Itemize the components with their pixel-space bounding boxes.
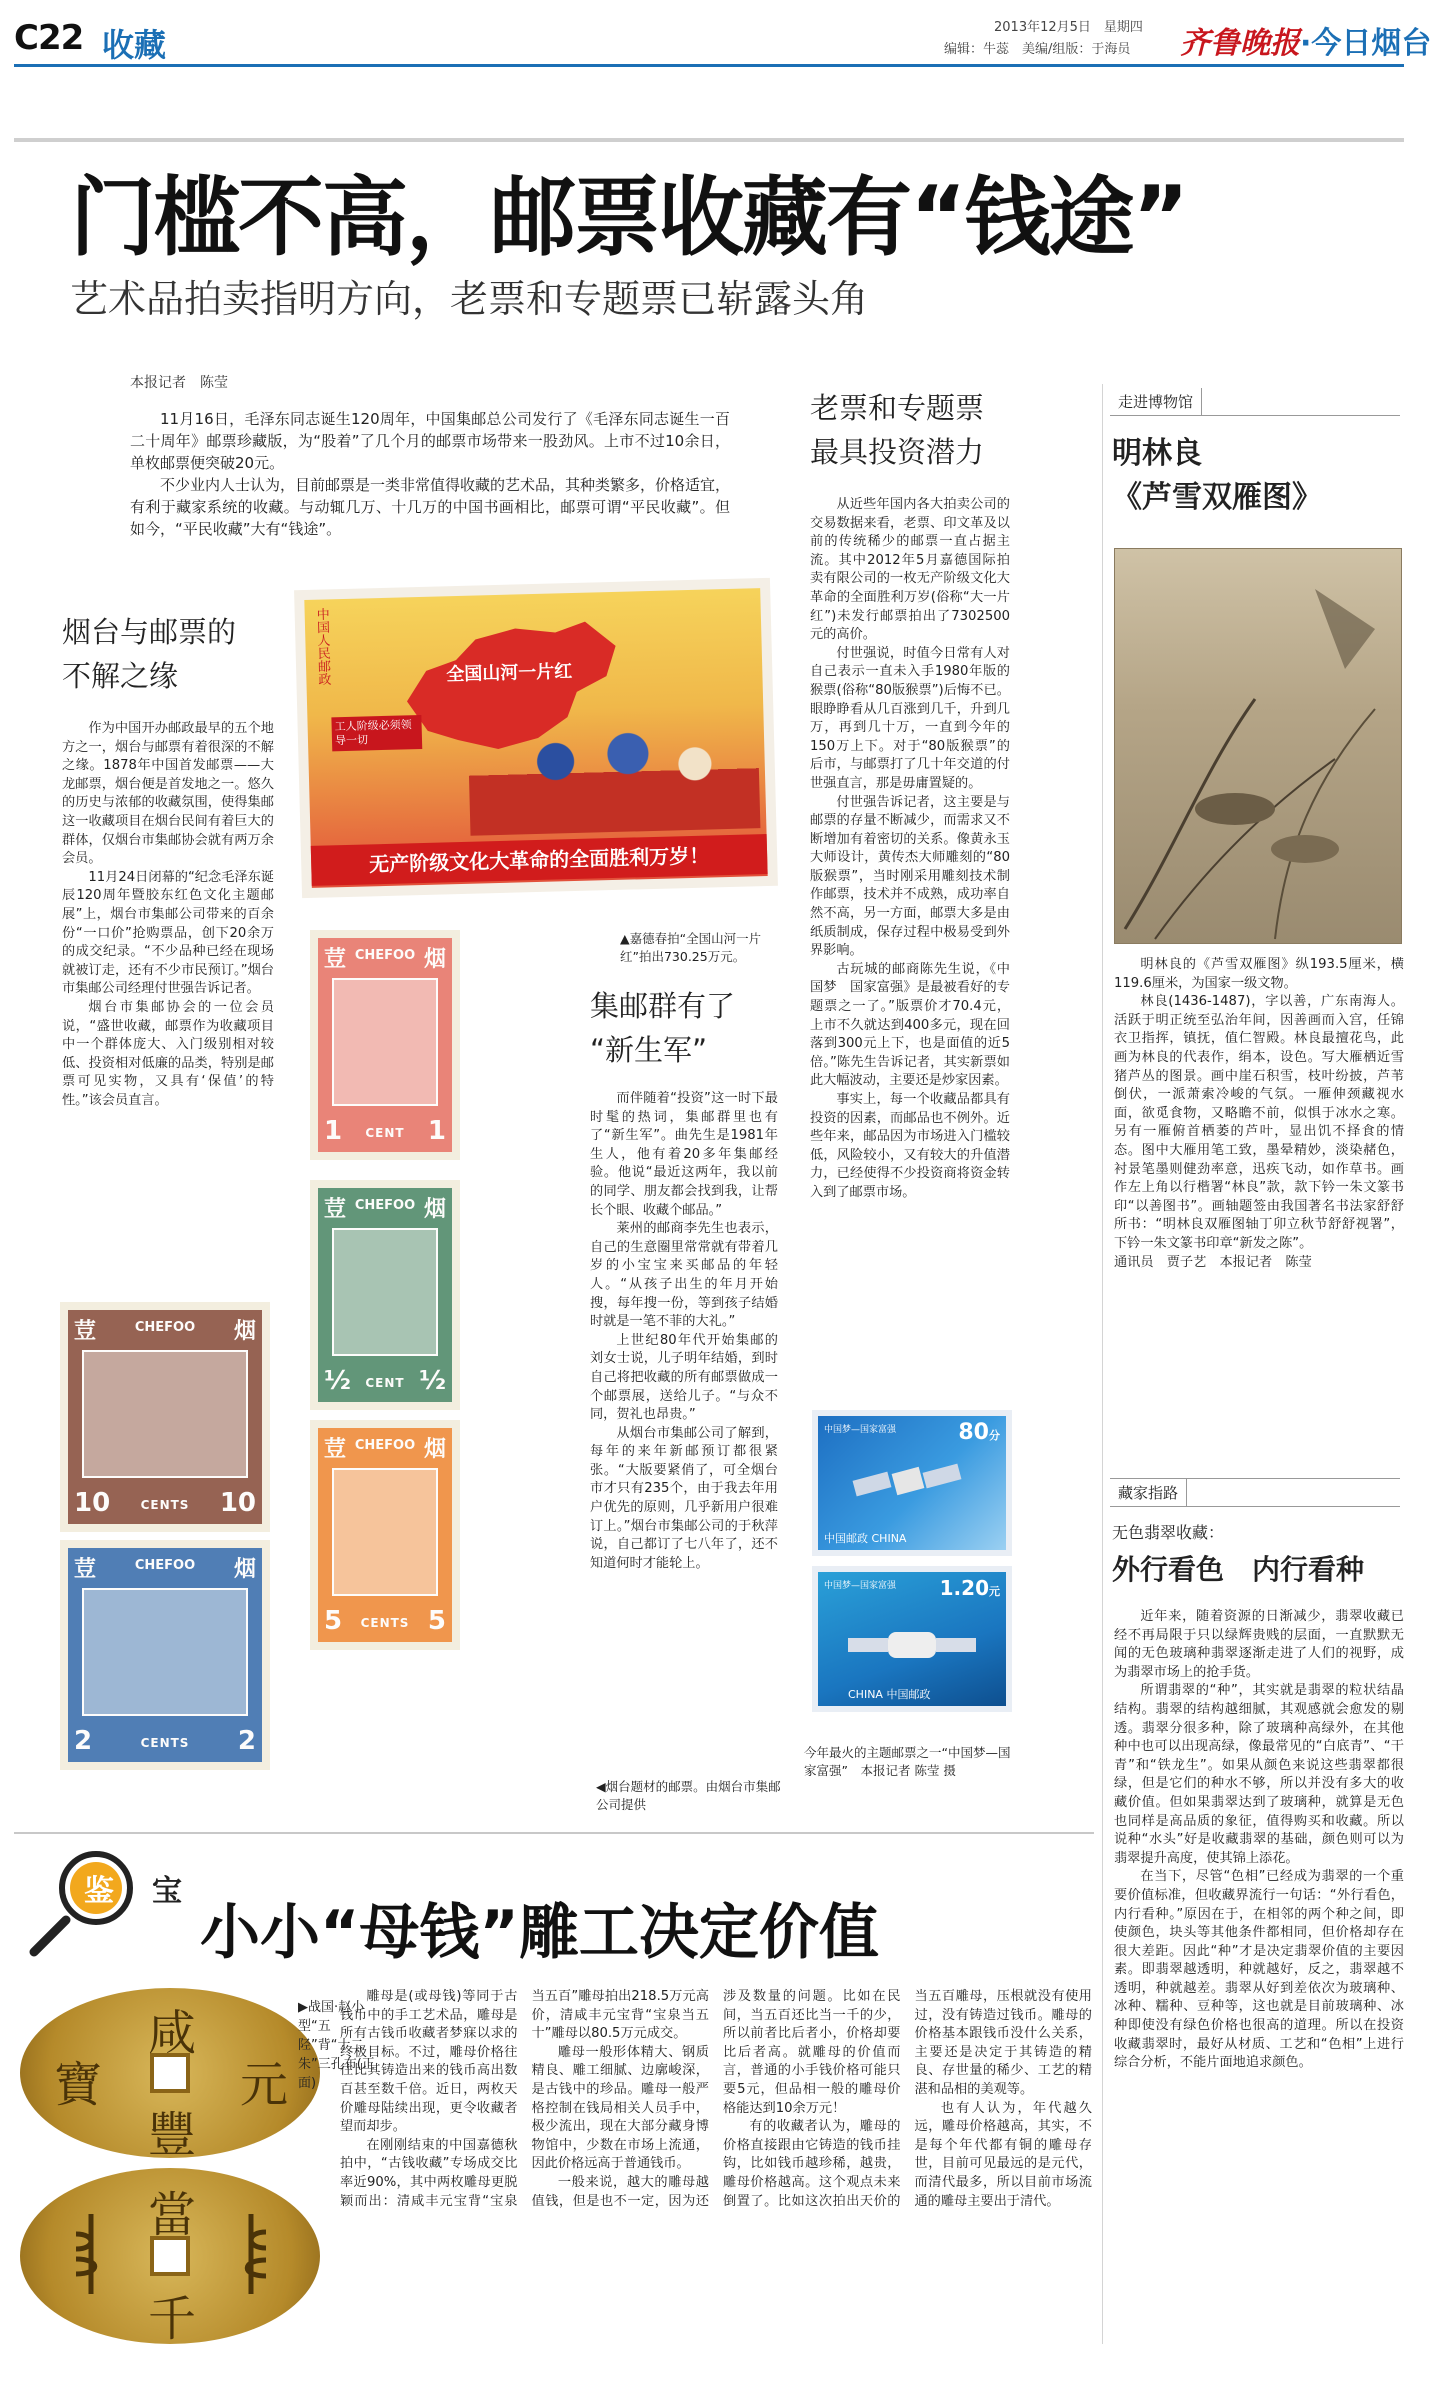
chefoo-center: CENTS [360, 1616, 410, 1630]
coin-caption: ▶战国·赵小型“五陉”背“十二朱”三孔布(正面) [298, 2000, 375, 2091]
section2-para-3: 上世纪80年代开始集邮的刘女士说，儿子明年结婚，到时自己将把收藏的所有邮票做成一个邮票展，送给儿子。“与众不同，贺礼也昂贵。” [590, 1332, 778, 1423]
china-dream-caption: 今年最火的主题邮票之一“中国梦—国家富强” 本报记者 陈莹 摄 [804, 1745, 1011, 1778]
chefoo-stamp-face [68, 1310, 262, 1524]
chefoo-brand: CHEFOO [354, 948, 416, 963]
chefoo-harbor-scene [332, 978, 438, 1106]
chefoo-right-value: 1 [427, 1116, 446, 1146]
painting-geese [1114, 548, 1402, 944]
stamp-bottom-bar: 无产阶级文化大革命的全面胜利万岁！ [311, 834, 768, 886]
chefoo-left-char: 荳 [324, 947, 347, 972]
museum-para-2: 林良(1436-1487)，字以善，广东南海人。活跃于明正统至弘治年间，因善画而入宫，任锦衣卫指挥，镇抚，值仁智殿。林良最擅花鸟，此画为林良的代表作，绢本，设色。写大雁栖近雪猪芦丛的图景。画中崖石积雪，枝叶纷披，芦苇倒伏，一派萧索冷峻的气氛。一雁伸颈藏视水面，欲觅食物，又略瞻不前，似惧于冰水之寒。另有一雁俯首栖萎的芦叶，显出饥不择食的情态。图中大雁用笔工致，墨晕精妙，淡染赭色，衬景笔墨则健劲率意，迅疾飞动，如作草书。画作左上角以行楷署“林良”款，款下钤一朱文篆书印“以善图书”。画轴题签由我国著名书法家舒舒所书：“明林良双雁图轴丁卯立秋节舒舒视署”，下钤一朱文篆书印章“新发之陈”。 [1114, 994, 1404, 1251]
museum-body [1114, 956, 1404, 1272]
section1-body [62, 720, 274, 1110]
section2-title [590, 984, 790, 1072]
jianbao-para-1: 雕母是(或母钱)等同于古钱币中的手工艺术品，雕母是所有古钱币收藏者梦寐以求的终极目标。不过，雕母价格往往比其铸造出来的钱币高出数百甚至数千倍。近日，两枚天价雕母陆续出现，更令收藏者望而却步。 [340, 1989, 518, 2135]
reed-strokes [1115, 549, 1403, 945]
museum-tag [1110, 388, 1400, 416]
section2-para-2: 莱州的邮商李先生也表示，自己的生意圈里常常就有带着几岁的小宝宝来买邮品的年轻人。“从孩子出生的年月开始搜，每年搜一份，等到孩子结婚时就是一笔不菲的大礼。” [590, 1221, 778, 1330]
chefoo-harbor-scene [82, 1350, 248, 1478]
chefoo-brand: CHEFOO [354, 1198, 416, 1213]
chefoo-caption: ◀烟台题材的邮票。由烟台市集邮公司提供 [596, 1779, 781, 1812]
section3-para-3: 付世强告诉记者，这主要是与邮票的存量不断减少，而需求又不断增加有着密切的关系。像黄永玉大师设计，黄传杰大师雕刻的“80版猴票”，当时刚采用雕刻技术制作邮票，技术并不成熟，成功率自然不高，另一方面，邮票大多是由纸质制成，保存过程中极易受到外界影响。 [810, 794, 1010, 959]
chefoo-right-value: 2 [237, 1726, 256, 1756]
lead-para-2: 不少业内人士认为，目前邮票是一类非常值得收藏的艺术品，其种类繁多，价格适宜，有利于藏家系统的收藏。与动辄几万、十几万的中国书画相比，邮票可谓“平民收藏”。但如今，“平民收藏”大有“钱途”。 [130, 476, 731, 538]
masthead-rule-thin [14, 138, 1404, 142]
section3-para-5: 事实上，每一个收藏品都具有投资的因素，而邮品也不例外。近些年来，邮品因为市场进入门槛较低，风险较小，又有较大的升值潜力，已经使得不少投资商将资金转入到了邮票市场。 [810, 1092, 1010, 1200]
manchu-script-left [66, 2214, 116, 2294]
chefoo-center: CENTS [140, 1498, 190, 1512]
chefoo-stamp-face [68, 1548, 262, 1762]
chefoo-stamp [310, 930, 460, 1160]
chefoo-brand: CHEFOO [134, 1320, 196, 1335]
coin-front [20, 1988, 320, 2163]
coin-front-top: 咸 [148, 2005, 197, 2061]
guide-title: 外行看色 内行看种 [1112, 1553, 1365, 1586]
manchu-script-right [226, 2214, 276, 2294]
chefoo-stamp-face [318, 938, 452, 1152]
section3-title-line2: 最具投资潜力 [810, 435, 985, 469]
section3-title [810, 386, 1030, 474]
stamp1-value [958, 1420, 1000, 1445]
section2-para-1: 而伴随着“投资”这一时下最时髦的热词，集邮群里也有了“新生军”。曲先生是1981年生人，他有着20多年集邮经验。他说“最近这两年，我以前的同学、朋友都会找到我，让帮长个眼、收藏个邮品。” [590, 1091, 778, 1218]
chefoo-left-char: 荳 [324, 1437, 347, 1462]
space-station-icon [848, 1608, 978, 1678]
chefoo-left-value: 5 [324, 1606, 343, 1636]
chefoo-right-char: 烟 [233, 1557, 256, 1582]
brand-blue: 今日烟台 [1311, 26, 1431, 61]
masthead-rule [14, 64, 1404, 67]
page-number: C22 [14, 18, 84, 58]
chefoo-left-value: ½ [324, 1366, 351, 1396]
jianbao-para-3: 雕母一般形体精大、钢质精良、雕工细腻、边廓峻深，是古钱中的珍品。雕母一般严格控制在钱局相关人员手中，极少流出，现在大部分藏身博物馆中，少数在市场上流通，因此价格远高于普通钱币。 [531, 2044, 709, 2172]
chefoo-center: CENT [365, 1126, 405, 1140]
section2-title-line2: “新生军” [590, 1033, 708, 1067]
section2-title-line1: 集邮群有了 [590, 989, 736, 1023]
lead-text [130, 408, 730, 540]
museum-title-line2: 《芦雪双雁图》 [1112, 480, 1322, 515]
brand-logo [1180, 18, 1431, 62]
stamp2-value [940, 1576, 1000, 1600]
museum-title-line1: 明林良 [1112, 436, 1202, 471]
jianbao-rule [14, 1832, 1094, 1834]
stamp1-value-unit: 分 [989, 1429, 1000, 1442]
guide-body [1114, 1608, 1404, 2073]
chefoo-brand: CHEFOO [134, 1558, 196, 1573]
chefoo-stamp [310, 1420, 460, 1650]
chefoo-left-value: 2 [74, 1726, 93, 1756]
jianbao-para-4: 一般来说，越大的雕母越值钱，但是也不一定，因为还涉及数量的问题。比如在民间，当五百还比当一千的少，所以前者比后者小，价格却要比后者高。就雕母的价值而言，普通的小手钱价格可能只要5元，但品相一般的雕母价格能达到10余万元！ [531, 1989, 901, 2209]
stamp1-value-num: 80 [958, 1420, 989, 1445]
chefoo-harbor-scene [332, 1228, 438, 1356]
chefoo-right-value: 10 [219, 1488, 256, 1518]
chefoo-left-value: 10 [74, 1488, 111, 1518]
chefoo-stamp-face [318, 1428, 452, 1642]
section1-title-line1: 烟台与邮票的 [62, 615, 237, 649]
chefoo-right-char: 烟 [423, 1197, 446, 1222]
china-dream-stamp-1 [812, 1410, 1012, 1556]
coin-back-top: 當 [148, 2187, 197, 2243]
coin-front-bottom: 豐 [148, 2107, 197, 2163]
jianbao-para-6: 也有人认为，年代越久远，雕母价格越高，其实，不是每个年代都有铜的雕母存世，目前可见最远的是元代，而清代最多，所以目前市场流通的雕母主要出于清代。 [914, 2100, 1092, 2209]
section3-para-1: 从近些年国内各大拍卖公司的交易数据来看，老票、印文革及以前的传统稀少的邮票一直占据主流。其中2012年5月嘉德国际拍卖有限公司的一枚无产阶级文化大革命的全面胜利万岁(俗称“大一片红”)未发行邮票拍出了7302500元的高价。 [810, 497, 1010, 643]
big-stamp-caption: ▲嘉德春拍“全国山河一片红”拍出730.25万元。 [620, 931, 762, 964]
lead-para-1: 11月16日，毛泽东同志诞生120周年，中国集邮总公司发行了《毛泽东同志诞生一百二十周年》邮票珍藏版，为“股着”了几个月的邮票市场带来一股劲风。上市不过10余日，单枚邮票便突破20元。 [130, 410, 730, 472]
chefoo-left-char: 荳 [74, 1319, 97, 1344]
museum-credit: 通讯员 贾子艺 本报记者 陈莹 [1114, 1254, 1312, 1270]
editors: 编辑：牛蕊 美编/组版：于海员 [944, 42, 1131, 57]
guide-para-3: 在当下，尽管“色相”已经成为翡翠的一个重要价值标准，但收藏界流行一句话：“外行看色，内行看种。”原因在于，在相邻的两个种之间，即使颜色，块头等其他条件都相同，但价格却存在很大差距。因此“种”才是决定翡翠价值的主要因素。即翡翠越透明，种就越好，反之，翡翠越不透明，种就越差。翡翠从好到差依次为玻璃种、冰种、糯种、豆种等，这也就是目前玻璃种、冰种即使没有绿色价格也很高的道理。所以在投资收藏翡翠时，最好从材质、工艺和“色相”上进行综合分析，不能片面地追求颜色。 [1114, 1869, 1404, 2071]
jianbao-para-2: 在刚刚结束的中国嘉德秋拍中，“古钱收藏”专场成交比率近90%，其中两枚雕母更脱颖而出：清咸丰元宝背“宝泉当五百”雕母拍出218.5万元高价，清咸丰元宝背“宝泉当五十”雕母以80.5万元成交。 [340, 1989, 709, 2209]
chefoo-right-value: 5 [427, 1606, 446, 1636]
section3-title-line1: 老票和专题票 [810, 391, 985, 425]
brand-sep: · [1300, 26, 1312, 61]
guide-para-2: 所谓翡翠的“种”，其实就是翡翠的粒状结晶结构。翡翠的结构越细腻，其观感就会愈发的剔透。翡翠分很多种，除了玻璃种高绿外，在其他种中也可以出现高绿，像最常见的“白底青”、“干青”和“铁龙生”。如果从颜色来说这些翡翠都很绿，但是它们的种水不够，所以并没有多大的收藏价值。但如果翡翠达到了玻璃种，就算是无色也同样是高品质的象征，值得购买和收藏。所以说种“水头”好是收藏翡翠的基础，颜色则可以为翡翠提升高度，使其锦上添花。 [1114, 1683, 1404, 1866]
chefoo-left-value: 1 [324, 1116, 343, 1146]
byline: 本报记者 陈莹 [130, 375, 228, 391]
coin-front-right: 元 [240, 2057, 289, 2113]
section-name: 收藏 [102, 26, 167, 64]
right-column-divider [1102, 384, 1103, 2344]
section1-para-1: 作为中国开办邮政最早的五个地方之一，烟台与邮票有着很深的不解之缘。1878年中国首发邮票——大龙邮票，烟台便是首发地之一。悠久的历史与浓郁的收藏氛围，使得集邮这一收藏项目在烟台民间有着巨大的群体，仅烟台市集邮协会就有两万余会员。 [62, 721, 274, 867]
chefoo-harbor-scene [332, 1468, 438, 1596]
jianbao-body [340, 1988, 1092, 2358]
chefoo-left-char: 荳 [74, 1557, 97, 1582]
chefoo-stamp-face [318, 1188, 452, 1402]
section3-body [810, 496, 1010, 1203]
chefoo-harbor-scene [82, 1588, 248, 1716]
chefoo-right-char: 烟 [233, 1319, 256, 1344]
page-title: 门槛不高，邮票收藏有“钱途” [70, 168, 1188, 268]
stamp1-face [818, 1416, 1006, 1550]
crowd-figures [467, 708, 760, 836]
jianbao-para-5: 有的收藏者认为，雕母的价格直接跟由它铸造的钱币挂钩，比如钱币越珍稀，越贵，雕母价格越高。这个观点未来倒置了。比如这次拍出天价的当五百雕母，压根就没有使用过，没有铸造过钱币。雕母的价格基本跟钱币没什么关系，主要还是决定于其铸造的精良、存世量的稀少、工艺的精湛和品相的美观等。 [723, 1989, 1092, 2209]
small-banner: 工人阶级必须领导一切 [331, 715, 422, 751]
stamp1-name: 中国梦—国家富强 [824, 1425, 897, 1435]
museum-title [1112, 432, 1402, 520]
masthead [14, 14, 1431, 64]
chefoo-center: CENT [365, 1376, 405, 1390]
china-dream-stamp-2 [812, 1566, 1012, 1712]
stamp2-value-unit: 元 [989, 1585, 1000, 1598]
page-subtitle: 艺术品拍卖指明方向，老票和专题票已崭露头角 [70, 277, 869, 321]
chefoo-stamp [60, 1302, 270, 1532]
cultural-revolution-stamp [294, 578, 778, 898]
museum-tag-label: 走进博物馆 [1110, 388, 1202, 415]
stamp2-face [818, 1572, 1006, 1706]
chefoo-stamp [310, 1180, 460, 1410]
chefoo-stamp [60, 1540, 270, 1770]
coin-back [20, 2168, 320, 2347]
stamp2-issuer: CHINA 中国邮政 [848, 1688, 931, 1701]
section2-para-4: 从烟台市集邮公司了解到，每年的来年新邮预订都很紧张。“大版要紧俏了，可全烟台市才只有235个，由于我去年用户优先的原则，几乎新用户很难订上。”烟台市集邮公司的于秋萍说，自己都订了七八年了，还不知道何时才能轮上。 [590, 1425, 778, 1571]
jianbao-badge-char: 鉴 [84, 1874, 114, 1909]
satellite-icon [854, 1450, 964, 1520]
chefoo-right-value: ½ [419, 1366, 446, 1396]
section2-body [590, 1090, 778, 1573]
chefoo-center: CENTS [140, 1736, 190, 1750]
chefoo-brand: CHEFOO [354, 1438, 416, 1453]
stamp-issuer-vertical: 中国人民邮政 [313, 607, 331, 686]
guide-tag [1110, 1478, 1400, 1507]
section3-para-2: 付世强说，时值今日常有人对自己表示一直未入手1980年版的猴票(俗称“80版猴票”)后悔不已。眼睁睁看从几百涨到几千，升到几万，再到几十万，一直到今年的150万上下。对于“80版猴票”的后市，与邮票打了几十年交道的付世强直言，那是毋庸置疑的。 [810, 645, 1010, 791]
jianbao-title: 小小“母钱”雕工决定价值 [200, 1898, 879, 1968]
chefoo-right-char: 烟 [423, 1437, 446, 1462]
section1-title-line2: 不解之缘 [62, 659, 179, 693]
issue-date: 2013年12月5日 星期四 [994, 20, 1143, 35]
stamp2-value-num: 1.20 [939, 1576, 989, 1600]
section3-para-4: 古玩城的邮商陈先生说，《中国梦 国家富强》是最被看好的专题票之一了。”版票价才70.4元，上市不久就达到400多元，现在回落到300元上下，也是面值的近5倍。”陈先生告诉记者，其实新票如此大幅波动，主要还是炒家因素。 [810, 961, 1010, 1089]
guide-kicker: 无色翡翠收藏： [1112, 1523, 1225, 1542]
stamp2-name: 中国梦—国家富强 [824, 1581, 897, 1591]
section1-title [62, 610, 282, 698]
coin-front-left: 寶 [54, 2057, 103, 2113]
chefoo-left-char: 荳 [324, 1197, 347, 1222]
museum-para-1: 明林良的《芦雪双雁图》纵193.5厘米，横119.6厘米，为国家一级文物。 [1114, 957, 1404, 991]
map-slogan: 全国山河一片红 [446, 661, 573, 686]
stamp-face [304, 588, 767, 888]
guide-tag-label: 藏家指路 [1110, 1479, 1187, 1506]
coin-back-bottom: 千 [148, 2291, 197, 2347]
section1-para-3: 烟台市集邮协会的一位会员说，“盛世收藏，邮票作为收藏项目中一个群体庞大、入门级别相对较低、投资相对低廉的品类，特别是邮票可见实物，又具有‘保值’的特性。”该会员直言。 [62, 999, 274, 1108]
section1-para-2: 11月24日闭幕的“纪念毛泽东诞辰120周年暨胶东红色文化主题邮展”上，烟台市集邮公司带来的百余份“一口价”抢购票品，创下20余万的成交纪录。“不少品种已经在现场就被订走，还有不少市民预订。”烟台市集邮公司经理付世强告诉记者。 [62, 869, 274, 997]
chefoo-right-char: 烟 [423, 947, 446, 972]
stamp1-issuer: 中国邮政 CHINA [824, 1532, 907, 1545]
guide-para-1: 近年来，随着资源的日渐减少，翡翠收藏已经不再局限于只以绿辉贵贱的层面，一直默默无闻的无色玻璃种翡翠逐渐走进了人们的视野，成为翡翠市场上的抢手货。 [1114, 1609, 1404, 1680]
brand-red: 齐鲁晚报 [1180, 26, 1300, 61]
jianbao-badge-char2: 宝 [152, 1874, 182, 1909]
